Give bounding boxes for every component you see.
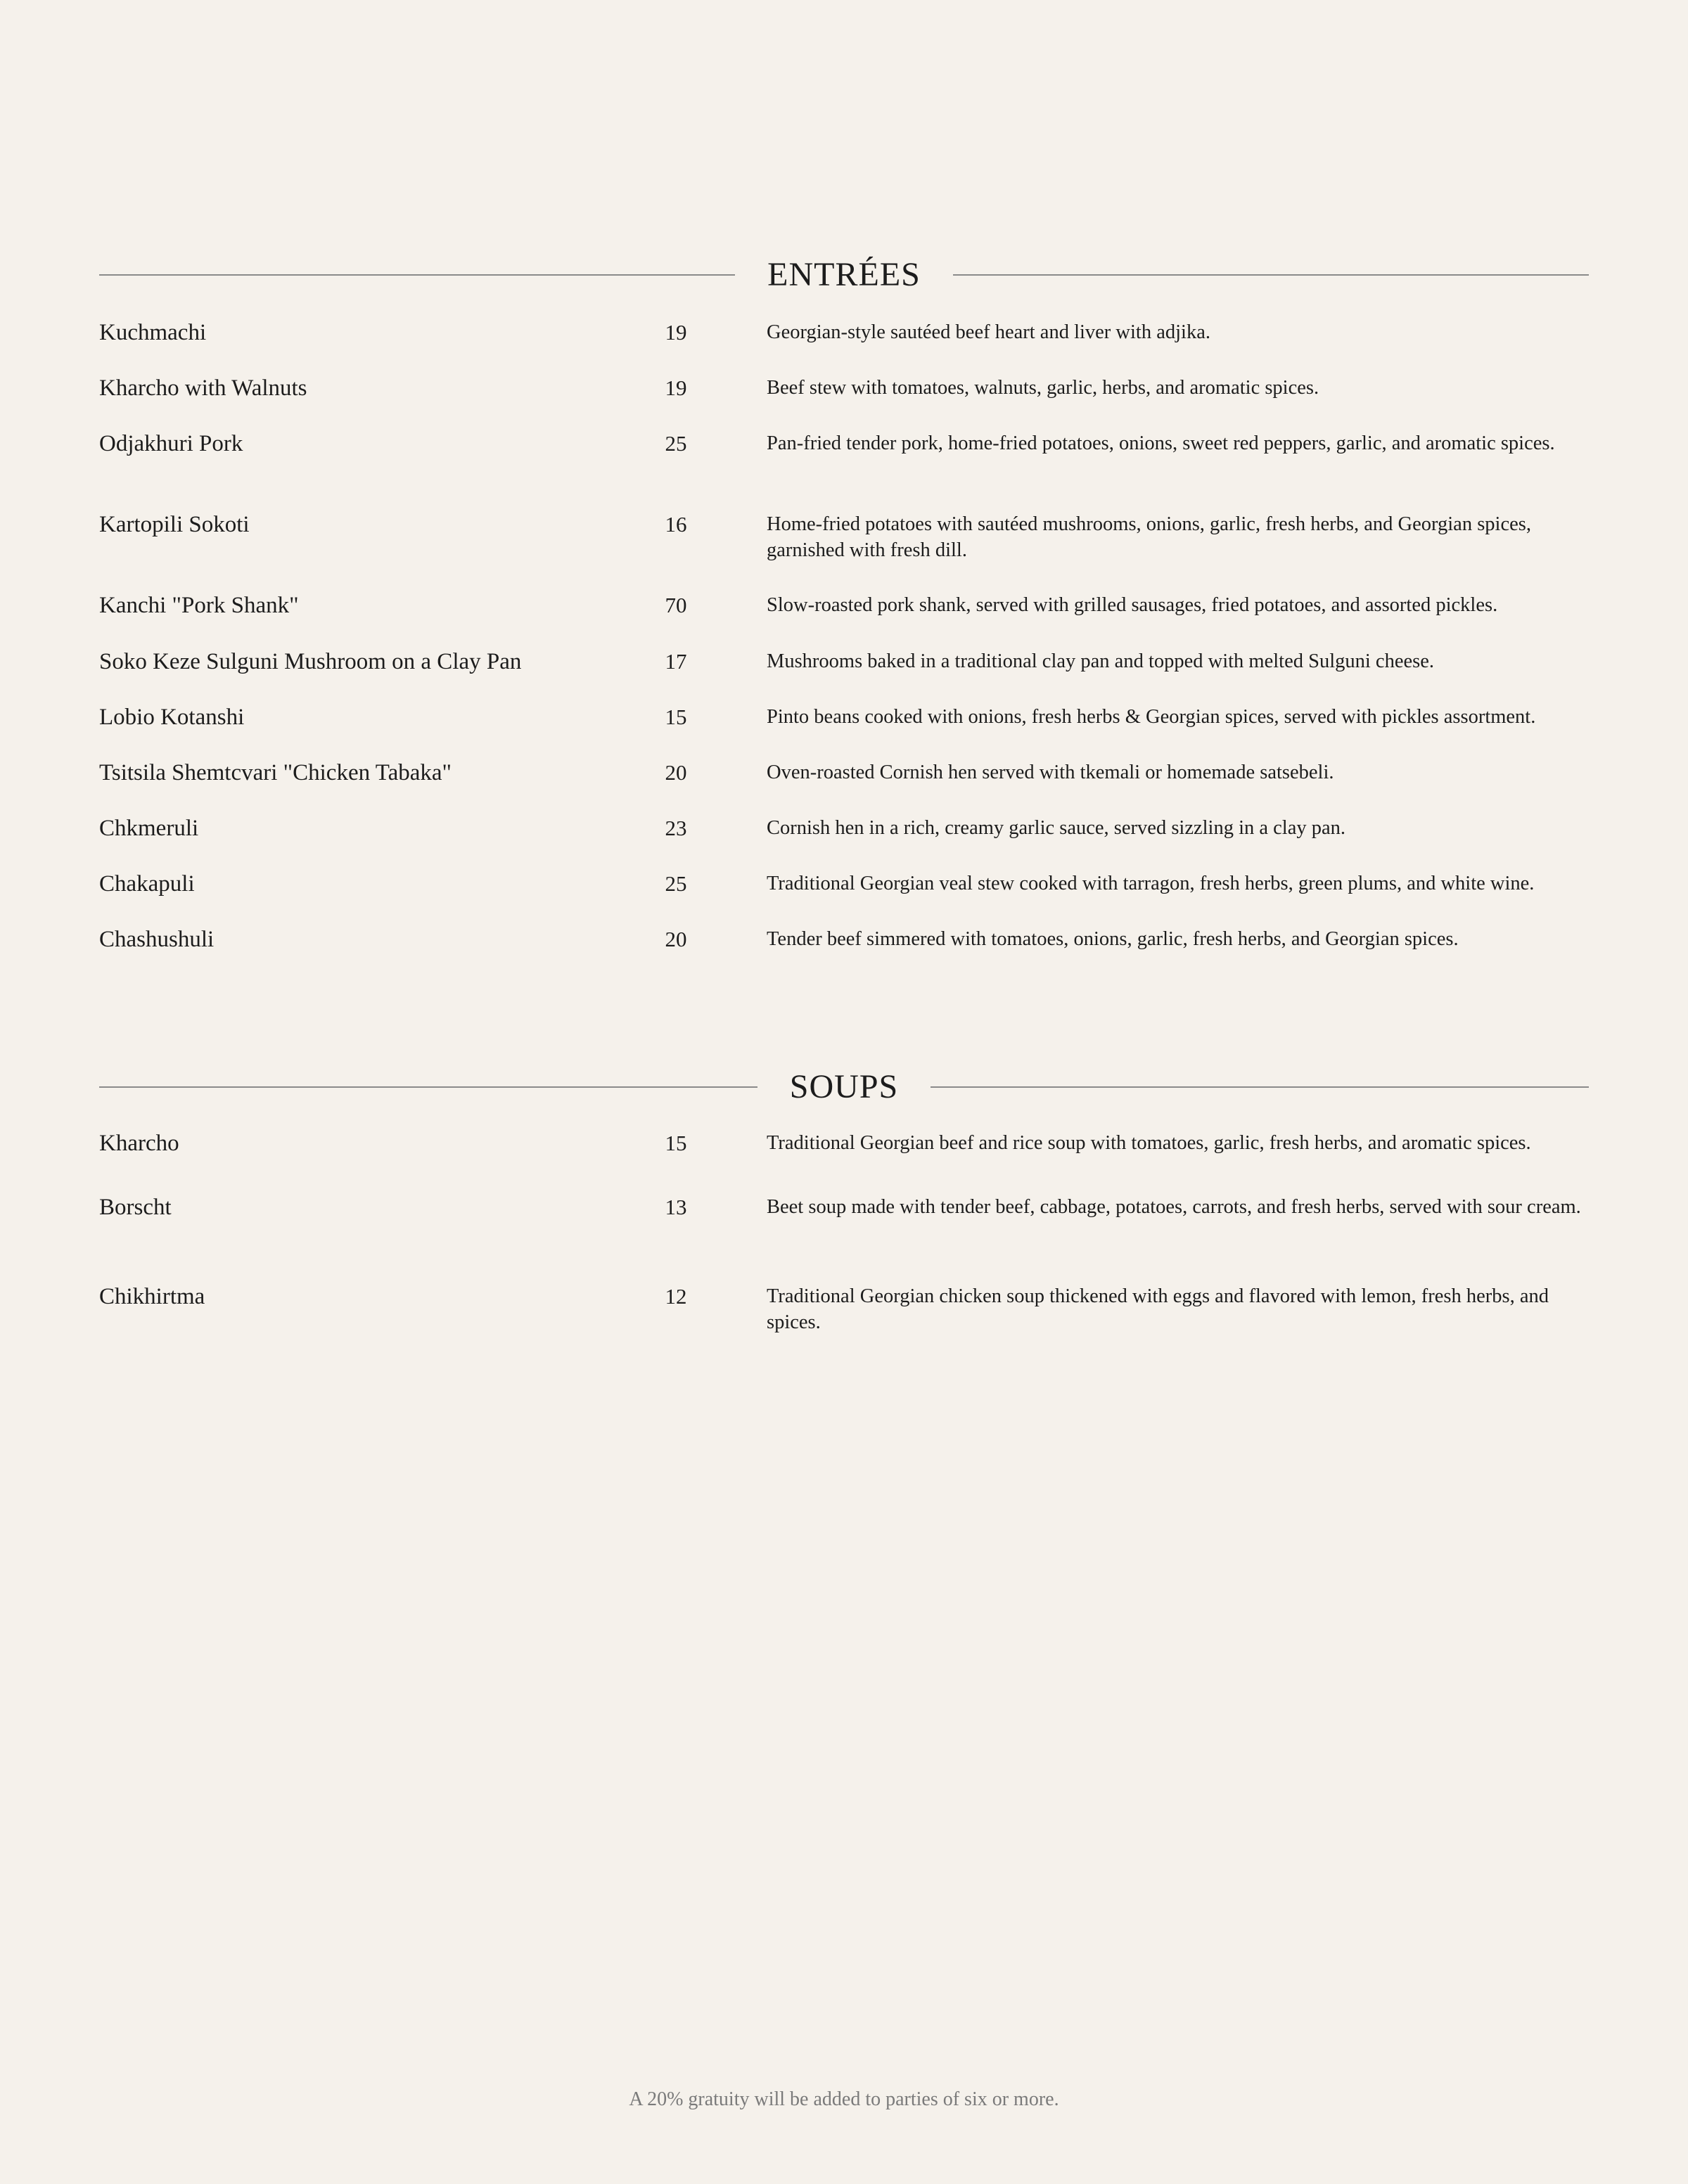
item-name: Lobio Kotanshi xyxy=(99,705,245,730)
item-description: Traditional Georgian beef and rice soup with tomatoes, garlic, fresh herbs, and aromatic spices. xyxy=(767,1132,1531,1154)
item-price: 70 xyxy=(665,593,687,617)
item-price: 16 xyxy=(665,512,687,537)
item-name: Odjakhuri Pork xyxy=(99,431,243,456)
section-header xyxy=(99,250,1589,300)
item-name: Chakapuli xyxy=(99,871,195,897)
item-description: Slow-roasted pork shank, served with grilled sausages, fried potatoes, and assorted pickles. xyxy=(767,594,1498,616)
item-name: Kartopili Sokoti xyxy=(99,512,250,537)
section-title: ENTRÉES xyxy=(767,256,921,293)
item-name: Kharcho xyxy=(99,1131,179,1156)
divider-right xyxy=(953,274,1589,276)
item-description: Traditional Georgian veal stew cooked with tarragon, fresh herbs, green plums, and white wine. xyxy=(767,873,1535,894)
item-name: Chkmeruli xyxy=(99,816,199,841)
item-price: 25 xyxy=(665,431,687,456)
item-description: Pan-fried tender pork, home-fried potatoes, onions, sweet red peppers, garlic, and aromatic spices. xyxy=(767,432,1555,454)
item-price: 17 xyxy=(665,649,687,674)
item-description: Traditional Georgian chicken soup thickened with eggs and flavored with lemon, fresh herbs, and spices. xyxy=(767,1285,1549,1333)
item-name: Tsitsila Shemtcvari "Chicken Tabaka" xyxy=(99,760,452,785)
item-description: Pinto beans cooked with onions, fresh herbs & Georgian spices, served with pickles assortment. xyxy=(767,706,1536,728)
divider-right xyxy=(931,1086,1589,1088)
gratuity-note: A 20% gratuity will be added to parties of six or more. xyxy=(629,2088,1059,2110)
item-name: Borscht xyxy=(99,1195,172,1220)
section-title: SOUPS xyxy=(789,1068,899,1105)
item-description: Oven-roasted Cornish hen served with tkemali or homemade satsebeli. xyxy=(767,762,1334,783)
divider-left xyxy=(99,1086,757,1088)
item-description: Beef stew with tomatoes, walnuts, garlic, herbs, and aromatic spices. xyxy=(767,377,1319,399)
item-price: 13 xyxy=(665,1195,687,1219)
item-price: 19 xyxy=(665,375,687,400)
section-soups xyxy=(99,1062,1589,1333)
section-header xyxy=(99,1062,1589,1112)
section-entrees xyxy=(99,250,1589,952)
item-name: Chashushuli xyxy=(99,927,215,952)
item-price: 25 xyxy=(665,871,687,896)
item-name: Kuchmachi xyxy=(99,320,207,345)
item-name: Kharcho with Walnuts xyxy=(99,375,307,401)
item-description: Beet soup made with tender beef, cabbage, potatoes, carrots, and fresh herbs, served with sour cream. xyxy=(767,1196,1581,1218)
divider-left xyxy=(99,274,735,276)
item-name: Kanchi "Pork Shank" xyxy=(99,593,299,618)
item-description: Cornish hen in a rich, creamy garlic sauce, served sizzling in a clay pan. xyxy=(767,817,1346,839)
item-description: Home-fried potatoes with sautéed mushrooms, onions, garlic, fresh herbs, and Georgian spices, garnished with fresh dill. xyxy=(767,513,1531,561)
item-description: Tender beef simmered with tomatoes, onions, garlic, fresh herbs, and Georgian spices. xyxy=(767,928,1459,950)
item-price: 12 xyxy=(665,1284,687,1309)
item-description: Mushrooms baked in a traditional clay pan and topped with melted Sulguni cheese. xyxy=(767,650,1434,672)
item-price: 20 xyxy=(665,760,687,785)
item-name: Soko Keze Sulguni Mushroom on a Clay Pan xyxy=(99,649,522,674)
item-price: 23 xyxy=(665,816,687,840)
item-price: 19 xyxy=(665,320,687,345)
item-name: Chikhirtma xyxy=(99,1284,205,1309)
item-price: 15 xyxy=(665,1131,687,1155)
item-description: Georgian-style sautéed beef heart and liver with adjika. xyxy=(767,321,1210,343)
item-price: 15 xyxy=(665,705,687,729)
item-price: 20 xyxy=(665,927,687,951)
